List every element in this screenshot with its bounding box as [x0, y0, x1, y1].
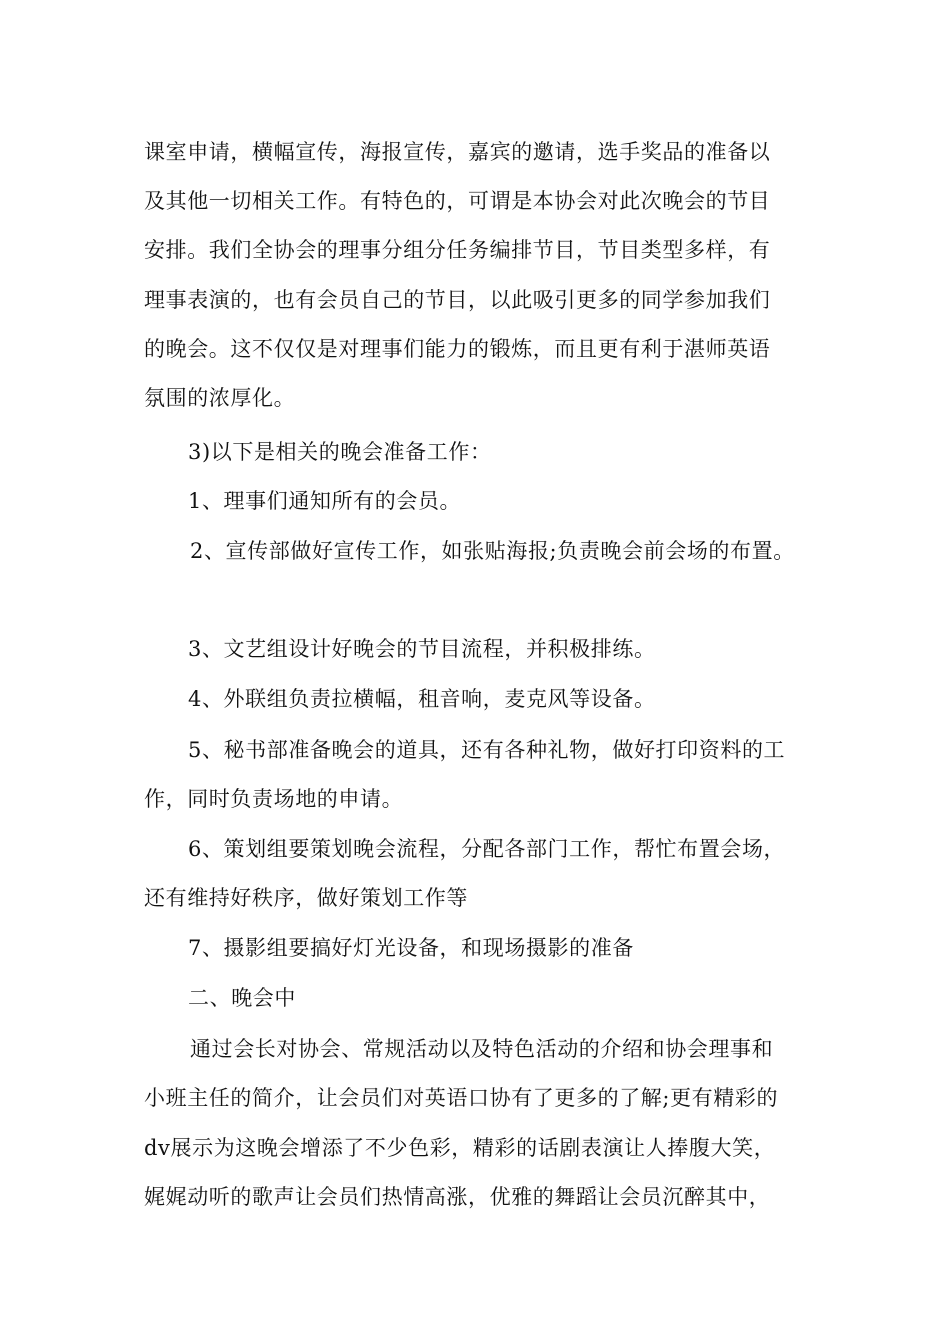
list-item-continuation: 还有维持好秩序，做好策划工作等 — [144, 886, 468, 910]
paragraph-line: 安排。我们全协会的理事分组分任务编排节目，节目类型多样，有 — [144, 238, 771, 262]
paragraph-line: 的晚会。这不仅仅是对理事们能力的锻炼，而且更有利于湛师英语 — [144, 337, 771, 361]
list-item: 6、策划组要策划晚会流程，分配各部门工作，帮忙布置会场， — [188, 837, 786, 861]
paragraph-line: 课室申请，横幅宣传，海报宣传，嘉宾的邀请，选手奖品的准备以 — [144, 140, 771, 164]
list-item: 4、外联组负责拉横幅，租音响，麦克风等设备。 — [188, 687, 656, 711]
paragraph-line: 小班主任的简介，让会员们对英语口协有了更多的了解;更有精彩的 — [144, 1086, 779, 1110]
paragraph-line: 及其他一切相关工作。有特色的，可谓是本协会对此次晚会的节目 — [144, 189, 771, 213]
list-item-continuation: 作，同时负责场地的申请。 — [144, 787, 404, 811]
section-heading: 二、晚会中 — [188, 986, 296, 1010]
paragraph-line: 氛围的浓厚化。 — [144, 386, 296, 410]
list-item: 7、摄影组要搞好灯光设备，和现场摄影的准备 — [188, 936, 634, 960]
list-item: 3、文艺组设计好晚会的节目流程，并积极排练。 — [188, 637, 656, 661]
list-item: 1、理事们通知所有的会员。 — [188, 489, 462, 513]
paragraph-line: dv展示为这晚会增添了不少色彩，精彩的话剧表演让人捧腹大笑， — [144, 1136, 776, 1160]
paragraph-line: 娓娓动听的歌声让会员们热情高涨，优雅的舞蹈让会员沉醉其中， — [144, 1185, 771, 1209]
list-item: 5、秘书部准备晚会的道具，还有各种礼物，做好打印资料的工 — [188, 738, 786, 762]
list-item: 2、宣传部做好宣传工作，如张贴海报;负责晚会前会场的布置。 — [190, 539, 795, 563]
section-heading: 3)以下是相关的晚会准备工作： — [188, 440, 492, 464]
paragraph-line: 通过会长对协会、常规活动以及特色活动的介绍和协会理事和 — [190, 1037, 774, 1061]
paragraph-line: 理事表演的，也有会员自己的节目，以此吸引更多的同学参加我们 — [144, 288, 771, 312]
